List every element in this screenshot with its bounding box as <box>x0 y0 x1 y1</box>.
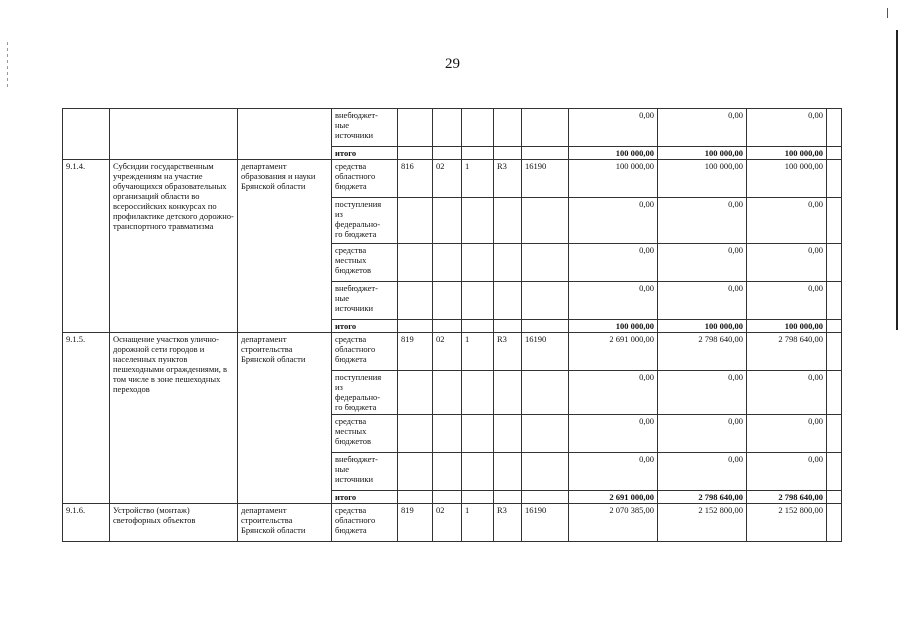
cell-amount-2: 2 152 800,00 <box>658 504 747 542</box>
cell-amount-3: 100 000,00 <box>747 160 827 198</box>
cell-amount-1: 2 070 385,00 <box>569 504 658 542</box>
cell-measure-name <box>110 109 238 160</box>
cell-amount-2: 2 798 640,00 <box>658 333 747 371</box>
table-row <box>63 333 842 371</box>
cell-measure-name: Устройство (монтаж) светофорных объектов <box>110 504 238 542</box>
cell-amount-1: 0,00 <box>569 282 658 320</box>
cell-code-2: 02 <box>433 160 462 198</box>
cell-amount-3: 100 000,00 <box>747 147 827 160</box>
cell-amount-3: 0,00 <box>747 453 827 491</box>
cell-funding-source: внебюджет- ные источники <box>332 453 398 491</box>
cell-code-3: 1 <box>462 160 494 198</box>
cell-code-1: 819 <box>398 504 433 542</box>
cell-executor: департамент строительства Брянской области <box>238 504 332 542</box>
cell-amount-3: 0,00 <box>747 371 827 415</box>
cell-code-2: 02 <box>433 333 462 371</box>
cell-code-4: R3 <box>494 333 522 371</box>
cell-amount-1: 0,00 <box>569 453 658 491</box>
cell-funding-source: итого <box>332 320 398 333</box>
cell-funding-source: средства местных бюджетов <box>332 415 398 453</box>
cell-code-1 <box>398 109 433 147</box>
cell-code-3: 1 <box>462 333 494 371</box>
page-edge-rule <box>896 30 898 330</box>
cell-amount-2: 100 000,00 <box>658 160 747 198</box>
cell-amount-2: 0,00 <box>658 415 747 453</box>
table-row <box>63 160 842 198</box>
cell-amount-3: 2 152 800,00 <box>747 504 827 542</box>
cell-funding-source: поступления из федерально- го бюджета <box>332 198 398 244</box>
cell-amount-3: 0,00 <box>747 282 827 320</box>
cell-measure-name: Оснащение участков улично-дорожной сети городов и населенных пунктов пешеходными ограждениями, в том числе в зоне пешеходных переходов <box>110 333 238 504</box>
cell-amount-3: 0,00 <box>747 415 827 453</box>
cell-amount-1: 100 000,00 <box>569 160 658 198</box>
cell-extra <box>827 109 842 147</box>
cell-amount-3: 0,00 <box>747 198 827 244</box>
cell-amount-1: 0,00 <box>569 371 658 415</box>
cell-amount-3: 100 000,00 <box>747 320 827 333</box>
cell-funding-source: поступления из федерально- го бюджета <box>332 371 398 415</box>
cell-funding-source: средства местных бюджетов <box>332 244 398 282</box>
cell-code-1: 816 <box>398 160 433 198</box>
cell-amount-1: 0,00 <box>569 109 658 147</box>
cell-amount-2: 0,00 <box>658 109 747 147</box>
cell-funding-source: итого <box>332 147 398 160</box>
cell-amount-3: 0,00 <box>747 109 827 147</box>
cell-amount-1: 100 000,00 <box>569 320 658 333</box>
cell-code-2 <box>433 109 462 147</box>
table-row <box>63 109 842 147</box>
cell-amount-2: 0,00 <box>658 244 747 282</box>
cell-amount-1: 100 000,00 <box>569 147 658 160</box>
cell-code-4 <box>494 109 522 147</box>
budget-table <box>62 108 842 542</box>
cell-amount-2: 0,00 <box>658 198 747 244</box>
cell-index: 9.1.5. <box>63 333 110 504</box>
cell-executor <box>238 109 332 160</box>
cell-measure-name: Субсидии государственным учреждениям на участие обучающихся образовательных организаций области во всероссийских конкурсах по профилактике детского дорожно-транспортного травматизма <box>110 160 238 333</box>
cell-amount-2: 0,00 <box>658 282 747 320</box>
cell-amount-1: 2 691 000,00 <box>569 491 658 504</box>
cell-amount-2: 2 798 640,00 <box>658 491 747 504</box>
cell-amount-1: 2 691 000,00 <box>569 333 658 371</box>
cell-amount-2: 100 000,00 <box>658 320 747 333</box>
cell-amount-1: 0,00 <box>569 198 658 244</box>
cell-index <box>63 109 110 160</box>
cell-amount-3: 2 798 640,00 <box>747 333 827 371</box>
cell-code-3 <box>462 109 494 147</box>
cell-amount-2: 0,00 <box>658 453 747 491</box>
cell-amount-2: 100 000,00 <box>658 147 747 160</box>
cell-executor: департамент строительства Брянской области <box>238 333 332 504</box>
cell-amount-1: 0,00 <box>569 244 658 282</box>
cell-code-3: 1 <box>462 504 494 542</box>
page-edge-tick <box>887 8 888 18</box>
cell-code-5: 16190 <box>522 160 569 198</box>
cell-code-5: 16190 <box>522 333 569 371</box>
cell-funding-source: итого <box>332 491 398 504</box>
cell-amount-2: 0,00 <box>658 371 747 415</box>
cell-code-4: R3 <box>494 160 522 198</box>
cell-funding-source: внебюджет- ные источники <box>332 282 398 320</box>
page-number: 29 <box>445 56 460 72</box>
cell-amount-3: 2 798 640,00 <box>747 491 827 504</box>
cell-executor: департамент образования и науки Брянской области <box>238 160 332 333</box>
cell-code-1: 819 <box>398 333 433 371</box>
cell-index: 9.1.4. <box>63 160 110 333</box>
cell-code-5 <box>522 109 569 147</box>
cell-funding-source: средства областного бюджета <box>332 333 398 371</box>
table-row <box>63 504 842 542</box>
cell-amount-1: 0,00 <box>569 415 658 453</box>
budget-table-body <box>63 109 842 542</box>
cell-code-2: 02 <box>433 504 462 542</box>
cell-funding-source: средства областного бюджета <box>332 160 398 198</box>
cell-funding-source: средства областного бюджета <box>332 504 398 542</box>
cell-amount-3: 0,00 <box>747 244 827 282</box>
cell-index: 9.1.6. <box>63 504 110 542</box>
cell-code-5: 16190 <box>522 504 569 542</box>
cell-funding-source: внебюджет- ные источники <box>332 109 398 147</box>
cell-code-4: R3 <box>494 504 522 542</box>
